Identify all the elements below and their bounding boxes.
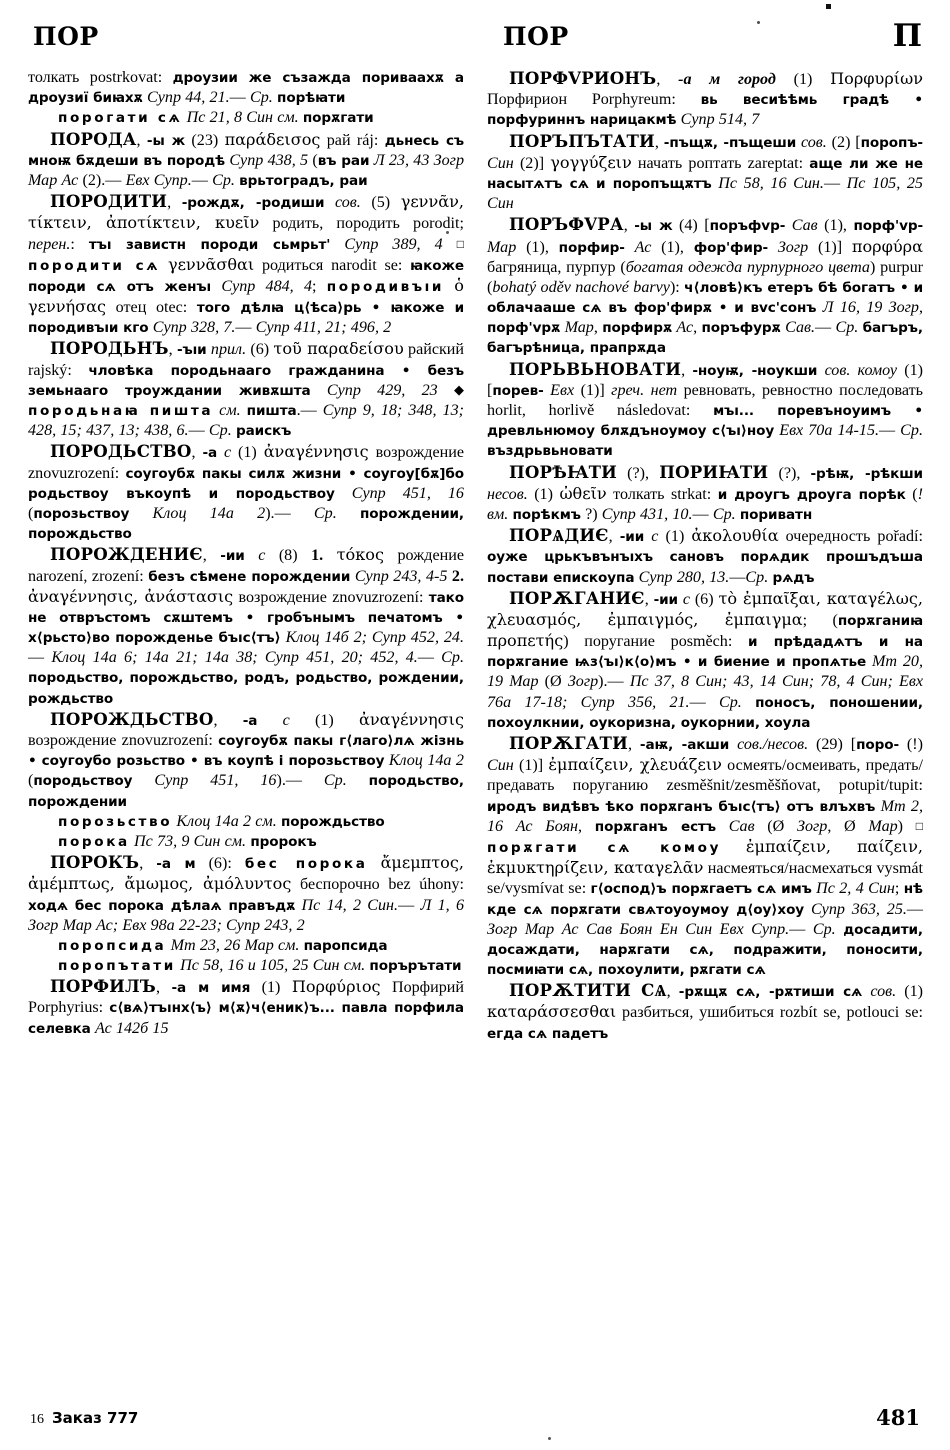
column-left bbox=[28, 68, 464, 1039]
signature-number: 16 bbox=[30, 1412, 44, 1427]
dictionary-entry: ПОРОЖДЕНИЄ, -ии с (8) 1. τόκος рождение narození, zrození: безъ сѣмене порождении Супр 243, 4-5 2. ἀναγέννησις, ἀνάστασις возрождение znovuzrození: тако не отвръстомъ сѫштемъ • гробънымъ печатомъ • х⟨рьсто⟩во порожденье бъıс⟨тъ⟩ Клоц 14б 2; Супр 452, 24.— Клоц 14а 6; 14а 21; 14а 38; Супр 451, 20; 452, 4.— Ср. породьство, порождьство, родъ, родьство, рождении, рождьство bbox=[28, 544, 465, 707]
page-number: 481 bbox=[876, 1405, 920, 1430]
dictionary-entry: ПОРОДЬНЪ, -ъıи прил. (6) τοῦ παραδείσου райский rajský: чловѣка породьнааго гражданина • безъ земьнааго троуждании живѫшта Супр 429, 23 ◆ породьнаꙗ пишта см. пишта.— Супр 9, 18; 348, 13; 428, 15; 437, 13; 438, 6.— Ср. раискъ bbox=[28, 338, 465, 440]
scan-speck bbox=[826, 4, 831, 9]
letter-index-marker: П bbox=[892, 18, 922, 54]
dictionary-entry: ПОРОДЬСТВО, -а с (1) ἀναγέννησις возрождение znovuzrození: соугоубѫ пакы силѫ жизни • соугоу[бѫ]бо родьствоу въкоупѣ и породьствоу Супр 451, 16 (порозьствоу Клоц 14а 2).— Ср. порождении, порождьство bbox=[28, 441, 464, 543]
dictionary-entry: ПОРОКЪ, -а м (6): бес порока ἄμεμπτος, ἀμέμπτως, ἄμωμος, ἀμόλυντος беспорочно bez úhony: ходѧ бес порока дѣлаѧ правъдѫ Пс 14, 2 Син.— Л 1, 6 Зогр Мар Ас; Евх 98а 22-23; Супр 243, 2 bbox=[28, 852, 465, 934]
dictionary-subentry: поропсида Мт 23, 26 Мар см. паропсида bbox=[58, 936, 388, 954]
dictionary-entry-continuation: толкать postrkovat: дроузии же съзажда пориваахѫ а дроузиї биꙗхѫ Супр 44, 21.— Ср. порѣꙗти bbox=[28, 69, 464, 107]
dictionary-entry: ПОРОДА, -ы ж (23) παράδεισος рай ráj: дьнесь съ мноѭ бѫдеши въ породѣ Супр 438, 5 (въ раи Л 23, 43 Зогр Мар Ас (2).— Евх Супр.— Ср. врьтоградъ, раи bbox=[28, 128, 465, 189]
dictionary-entry: ПОРЪПЪТАТИ, -пъщѫ, -пъщеши сов. (2) [поропъ- Син (2)] γογγύζειν начать роптать zareptat: аще ли же не насытѧтъ сѧ и поропъщѫтъ Пс 58, 16 Син.— Пс 105, 25 Син bbox=[487, 130, 923, 213]
dictionary-subentry: порока Пс 73, 9 Син см. пророкъ bbox=[58, 832, 317, 850]
dictionary-entry: ПОРЪФVРА, -ы ж (4) [поръфvр- Сав (1), порф'vр- Мар (1), порфир- Ас (1), фор'фир- Зогр (1)] πορφύρα багряница, пурпур (богатая одежда пурпурного цвета) purpur (bohatý oděv nachové barvy): ч⟨ловѣ⟩къ етеръ бѣ богатъ • и облачааше сѧ въ фор'фирѫ • и вvс'сонъ Л 16, 19 Зогр, порф'vрѫ Мар, порфирѫ Ас, поръфурѫ Сав.— Ср. багъръ, багърѣница, прапрѫда bbox=[487, 214, 923, 357]
running-head bbox=[0, 18, 950, 68]
dictionary-entry: ПОРОДИТИ, -рождѫ, -родиши сов. (5) γεννᾶν, τίκτειν, ἀποτίκτειν, κυεῖν родить, породить porodit; перен.: тъı завистн породи сьмрьт' Супр 389, 4 □ породити сѧ γεννᾶσθαι родиться narodit se: ꙗкоже породи сѧ отъ женъı Супр 484, 4; породивъıи ὁ γεννήσας отец otec: того дѣлꙗ ц⟨ѣса⟩рь • ꙗкоже и породивъıи кго Супр 328, 7.— Супр 411, 21; 496, 2 bbox=[28, 191, 465, 337]
column-right bbox=[487, 68, 923, 1044]
dictionary-subentry: поропътати Пс 58, 16 и 105, 25 Син см. порърътати bbox=[58, 957, 462, 975]
running-head-left: ПОР bbox=[33, 22, 99, 51]
scan-speck bbox=[548, 1437, 551, 1440]
dictionary-entry: ПОРЬВЬНОВАТИ, -ноуѭ, -ноукши сов. комоу (1) [порев- Евх (1)] греч. нет ревновать, ревностно последовать horlit, horlivě následovat: мъı... поревъноуимъ • древльнюмоу блѫдъноумоу с⟨ъı⟩ноу Евх 70а 14-15.— Ср. въздрьвьновати bbox=[487, 358, 924, 460]
dictionary-entry: ПОРѢꙖТИ (?), ПОРИꙖТИ (?), -рѣѭ, -рѣкши несов. (1) ὠθεῖν толкать strkat: и дроугъ дроуга порѣк (! вм. порѣкмъ ?) Супр 431, 10.— Ср. пориватн bbox=[487, 461, 923, 523]
dictionary-entry: ПОРѪГАТИ, -аѭ, -акши сов./несов. (29) [поро- (!) Син (1)] ἐμπαίζειν, χλευάζειν осмеять/осмеивать, предать/предавать поруганию zesměšnit/zesměšňovat, potupit/tupit: иродъ видѣвъ ѣко порѫганъ бъıс⟨тъ⟩ отъ влъхвъ Мт 2, 16 Ас Боян, порѫганъ естъ Сав (Ø Зогр, Ø Мар) □ порѫгати сѧ комоу ἐμπαίζειν, παίζειν, ἐκμυκτηρίζειν, καταγελᾶν насмеяться/насмехаться vysmát se/vysmívat se: г⟨оспод⟩ъ порѫгаетъ сѧ имъ Пс 2, 4 Син; нѣ кде сѧ порѫгати свѧтоуоумоу д⟨оу⟩хоу Супр 363, 25.— Зогр Мар Ас Сав Боян Ен Син Евх Супр.— Ср. досадити, досаждати, нарѫгати сѧ, подражити, поносити, посмиꙗти сѧ, похоулити, рѫгати сѧ bbox=[487, 733, 924, 979]
order-label: Заказ 777 bbox=[52, 1409, 139, 1427]
dictionary-subentry: порозьство Клоц 14а 2 см. порождьство bbox=[58, 812, 385, 830]
page-footer bbox=[0, 1402, 950, 1428]
dictionary-entry: ПОРѪГАНИЄ, -ии с (6) τὸ ἐμπαῖξαι, καταγέλως, χλευασμός, ἐμπαιγμός, ἐμπαιγμα; (порѫганиꙗ προπετής) поругание posměch: и прѣдадѧтъ и на порѫгание ѩз⟨ъı⟩к⟨о⟩мъ • и биение и пропѧтье Мт 20, 19 Мар (Ø Зогр).— Пс 37, 8 Син; 43, 14 Син; 78, 4 Син; Евх 76а 17-18; Супр 356, 21.— Ср. поносъ, поношении, похоулкнии, оукоризна, оукорнии, хоула bbox=[487, 587, 924, 731]
dictionary-entry: ПОРѪТИТИ СѦ, -рѫщѫ сѧ, -рѫтиши сѧ сов. (1) καταράσσεσθαι разбиться, ушибиться rozbít se, potlouci se: егда сѧ падетъ bbox=[487, 980, 924, 1042]
dictionary-entry: ПОРФИЛЪ, -а м имя (1) Πορφύριος Порфирий Porphyrius: с⟨вѧ⟩тъıнх⟨ъ⟩ м⟨ѫ⟩ч⟨еник⟩ъ... павла порфила селевка Ас 142б 15 bbox=[28, 976, 464, 1037]
dictionary-entry: ПОРФVРИОНЪ, -а м город (1) Πορφυρίων Порфирион Porphyreum: вь весиѣѣмь градѣ • порфуриннъ нарицакмѣ Супр 514, 7 bbox=[487, 68, 924, 129]
dictionary-entry: ПОРѦДИЄ, -ии с (1) ἀκολουθία очередность pořadí: оуже црькъвънъıхъ сановъ порѧдик прошъдъша постави епискоупа Супр 280, 13.—Ср. рѧдъ bbox=[487, 525, 924, 586]
print-signature bbox=[30, 1409, 138, 1428]
dictionary-entry: ПОРОЖДЬСТВО, -а с (1) ἀναγέννησις возрождение znovuzrození: соугоубѫ пакы г⟨лаго⟩лѧ жізнь • соугоубо розьство • въ коупѣ і порозьствоу Клоц 14а 2 (породьствоу Супр 451, 16).— Ср. породьство, порождении bbox=[28, 708, 464, 810]
running-head-center: ПОР bbox=[503, 22, 569, 51]
dictionary-subentry: порогати сѧ Пс 21, 8 Син см. порѫгати bbox=[58, 109, 374, 127]
